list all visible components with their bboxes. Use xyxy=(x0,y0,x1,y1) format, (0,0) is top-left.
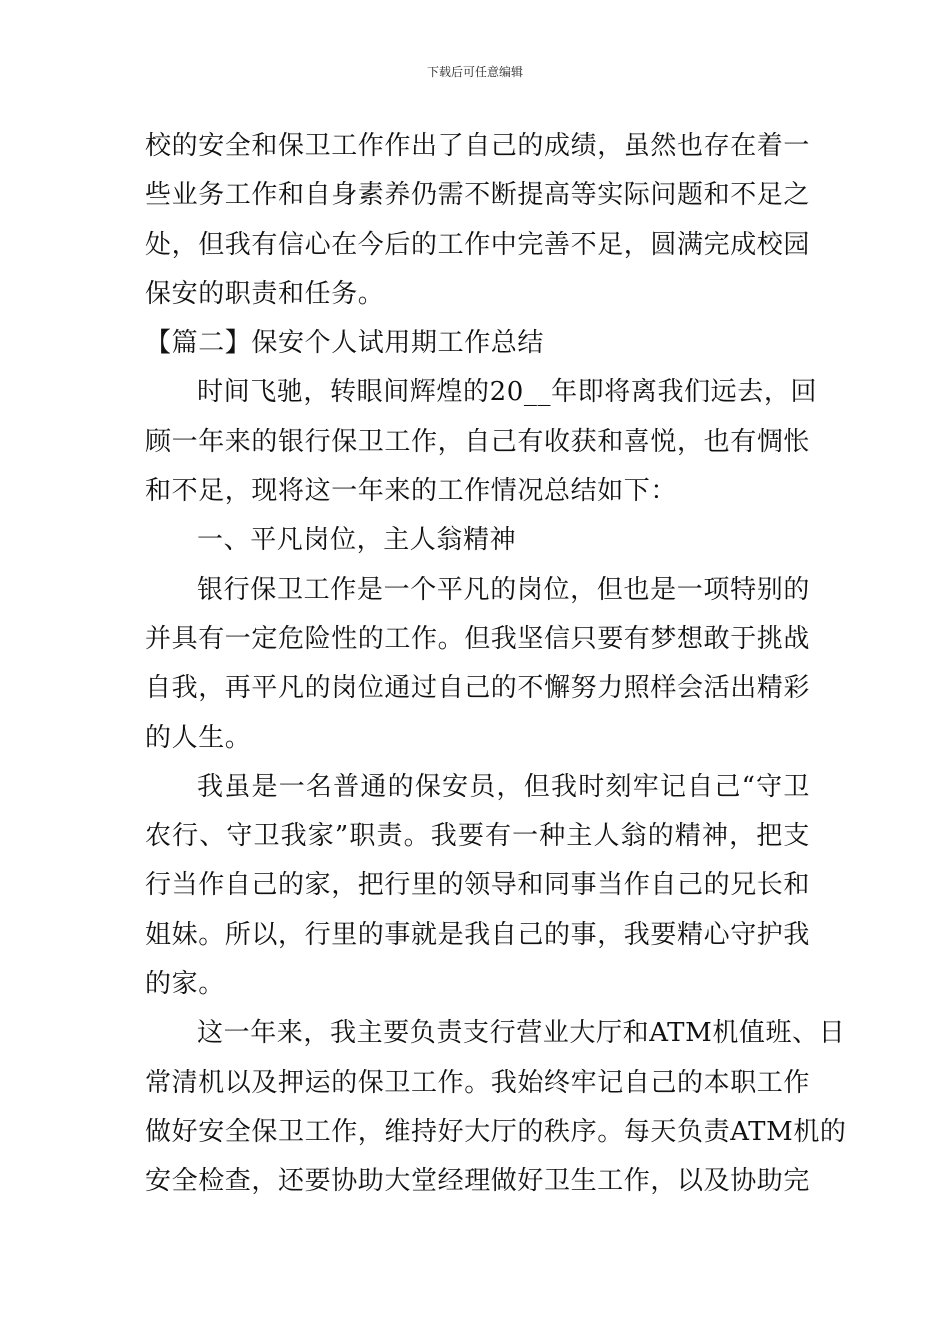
text-line: 的家。 xyxy=(145,969,225,1000)
text-line: 农行、守卫我家”职责。我要有一种主人翁的精神，把支 xyxy=(145,821,810,852)
text-line: 处，但我有信心在今后的工作中完善不足，圆满完成校园 xyxy=(145,229,811,260)
text-line: 安全检查，还要协助大堂经理做好卫生工作，以及协助完 xyxy=(145,1166,811,1197)
text-line: 顾一年来的银行保卫工作，自己有收获和喜悦，也有惆怅 xyxy=(145,426,811,457)
text-line: 一、平凡岗位，主人翁精神 xyxy=(197,525,517,556)
text-line: 常清机以及押运的保卫工作。我始终牢记自己的本职工作 xyxy=(145,1067,811,1098)
text-line: 和不足，现将这一年来的工作情况总结如下： xyxy=(145,476,678,507)
text-line: 这一年来，我主要负责支行营业大厅和ATM机值班、日 xyxy=(197,1018,846,1049)
document-body xyxy=(145,122,847,1207)
text-line: 我虽是一名普通的保安员，但我时刻牢记自己“守卫 xyxy=(197,771,810,802)
text-line: 银行保卫工作是一个平凡的岗位，但也是一项特别的 xyxy=(197,574,810,605)
text-line: 行当作自己的家，把行里的领导和同事当作自己的兄长和 xyxy=(145,870,811,901)
text-line: 些业务工作和自身素养仍需不断提高等实际问题和不足之 xyxy=(145,180,811,211)
text-line: 做好安全保卫工作，维持好大厅的秩序。每天负责ATM机的 xyxy=(145,1116,847,1147)
text-line: 【篇二】保安个人试用期工作总结 xyxy=(145,328,545,359)
page-header-note: 下载后可任意编辑 xyxy=(426,65,523,79)
text-line: 时间飞驰，转眼间辉煌的20__年即将离我们远去，回 xyxy=(197,377,818,408)
text-line: 姐妹。所以，行里的事就是我自己的事，我要精心守护我 xyxy=(145,919,811,950)
text-line: 保安的职责和任务。 xyxy=(145,278,385,309)
text-line: 的人生。 xyxy=(145,722,252,753)
text-line: 自我，再平凡的岗位通过自己的不懈努力照样会活出精彩 xyxy=(145,673,811,704)
text-line: 校的安全和保卫工作作出了自己的成绩，虽然也存在着一 xyxy=(145,131,811,161)
text-line: 并具有一定危险性的工作。但我坚信只要有梦想敢于挑战 xyxy=(145,623,811,654)
